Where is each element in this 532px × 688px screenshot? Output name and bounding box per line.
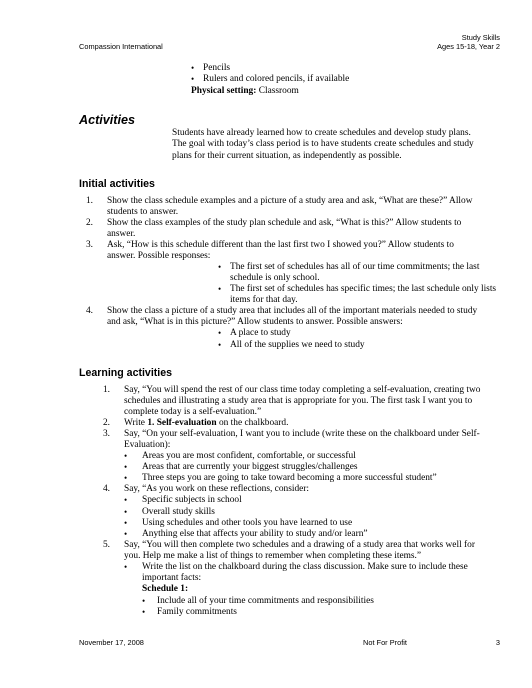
response-line: The first set of schedules has all of our time commitments; the last	[230, 262, 480, 272]
footer-status: Not For Profit	[363, 638, 407, 647]
list-line: Evaluation):	[124, 440, 171, 450]
bullet-line: Areas you are most confident, comfortable, or successful	[142, 451, 356, 461]
bullet-line: Write the list on the chalkboard during the class discussion. Make sure to include these	[142, 562, 468, 572]
list-line: students to answer.	[107, 207, 179, 217]
list-line: Say, “On your self-evaluation, I want you to include (write these on the chalkboard under Self-	[124, 429, 480, 439]
activities-heading: Activities	[79, 113, 135, 127]
bullet: •	[124, 451, 128, 461]
initial-activities-heading: Initial activities	[79, 178, 155, 190]
list-line: complete today is a self-evaluation.”	[124, 407, 262, 417]
activities-intro-line: Students have already learned how to create schedules and develop study plans.	[172, 128, 471, 138]
item2-post: on the chalkboard.	[216, 418, 289, 428]
response-line: schedule is only school.	[230, 273, 320, 283]
bullet-line: Include all of your time commitments and responsibilities	[157, 596, 374, 606]
list-number: 1.	[85, 196, 93, 206]
bullet: •	[124, 473, 128, 483]
bullet: •	[218, 262, 222, 272]
physical-setting-value: Classroom	[256, 86, 299, 96]
list-line: schedules and illustrating a study area that is appropriate for you. The first task I want you to	[124, 396, 473, 406]
bullet: •	[124, 495, 128, 505]
bullet: •	[124, 507, 128, 517]
list-line: Ask, “How is this schedule different than the last first two I showed you?” Allow students to	[107, 240, 454, 250]
bullet: •	[191, 74, 195, 84]
header-course: Study Skills	[461, 33, 500, 42]
bullet: •	[124, 529, 128, 539]
physical-setting	[191, 86, 299, 97]
list-number: 4.	[102, 484, 110, 494]
bullet-line: Anything else that affects your ability to study and/or learn”	[142, 529, 368, 539]
list-number: 3.	[85, 240, 93, 250]
bullet: •	[124, 462, 128, 472]
footer-page-number: 3	[495, 638, 500, 647]
answer-line: A place to study	[230, 328, 291, 338]
list-line	[124, 418, 288, 429]
answer-line: All of the supplies we need to study	[230, 340, 365, 350]
bullet-line: Specific subjects in school	[142, 495, 242, 505]
bullet: •	[142, 596, 146, 606]
list-number: 4.	[85, 306, 93, 316]
list-number: 5.	[102, 540, 110, 550]
bullet: •	[218, 328, 222, 338]
physical-setting-label: Physical setting:	[191, 86, 257, 96]
bullet-line: Three steps you are going to take toward becoming a more successful student”	[142, 473, 437, 483]
bullet: •	[191, 63, 195, 73]
schedule-label: Schedule 1:	[142, 584, 189, 594]
bullet-line: important facts:	[142, 573, 202, 583]
list-line: and ask, “What is in this picture?” Allow students to answer. Possible answers:	[107, 317, 403, 327]
list-number: 3.	[102, 429, 110, 439]
list-line: Show the class schedule examples and a picture of a study area and ask, “What are these?” Allow	[107, 196, 473, 206]
header-level: Ages 15-18, Year 2	[437, 42, 500, 51]
response-line: The first set of schedules has specific times; the last schedule only lists	[230, 284, 497, 294]
item2-pre: Write	[124, 418, 148, 428]
list-line: Show the class a picture of a study area that includes all of the important materials needed to study	[107, 306, 478, 316]
response-line: items for that day.	[230, 295, 298, 305]
footer-date: November 17, 2008	[79, 638, 144, 647]
activities-intro-line: The goal with today’s class period is to have students create schedules and study	[172, 139, 474, 149]
bullet-line: Areas that are currently your biggest struggles/challenges	[142, 462, 358, 472]
bullet-line: Family commitments	[157, 607, 237, 617]
list-line: Say, “As you work on these reflections, consider:	[124, 484, 310, 494]
item2-bold: 1. Self-evaluation	[147, 418, 217, 428]
list-line: answer.	[107, 229, 136, 239]
bullet-line: Using schedules and other tools you have learned to use	[142, 518, 353, 528]
list-line: Say, “You will spend the rest of our class time today completing a self-evaluation, creating two	[124, 385, 481, 395]
list-line: Say, “You will then complete two schedules and a drawing of a study area that works well for	[124, 540, 475, 550]
bullet: •	[218, 340, 222, 350]
bullet-line: Overall study skills	[142, 507, 215, 517]
bullet: •	[124, 518, 128, 528]
bullet: •	[124, 562, 128, 572]
bullet: •	[218, 284, 222, 294]
list-line: Show the class examples of the study plan schedule and ask, “What is this?” Allow students to	[107, 218, 462, 228]
header-org: Compassion International	[79, 42, 163, 51]
material-item: Pencils	[203, 63, 231, 73]
list-line: answer. Possible responses:	[107, 251, 211, 261]
material-item: Rulers and colored pencils, if available	[203, 74, 350, 84]
learning-activities-heading: Learning activities	[79, 367, 173, 379]
list-number: 1.	[102, 385, 110, 395]
list-number: 2.	[85, 218, 93, 228]
bullet: •	[142, 607, 146, 617]
list-number: 2.	[102, 418, 110, 428]
activities-intro-line: plans for their current situation, as independently as possible.	[172, 151, 402, 161]
list-line: you. Help me make a list of things to remember when completing these items.”	[124, 551, 422, 561]
